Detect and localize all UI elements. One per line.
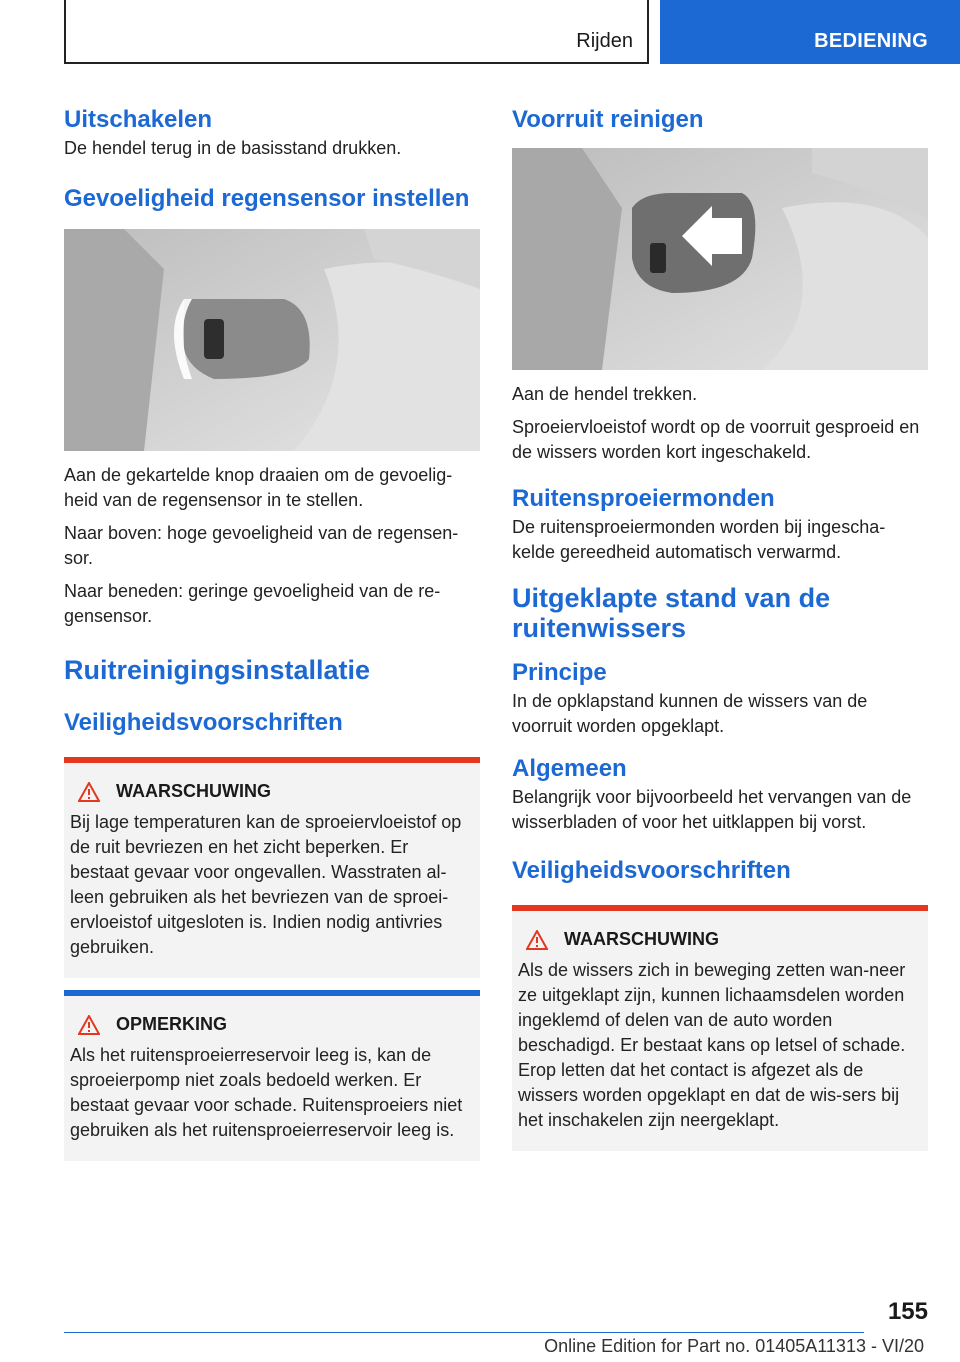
heading-sproeiermonden: Ruitensproeiermonden: [512, 485, 775, 512]
heading-veiligheid-2: Veiligheidsvoorschriften: [512, 857, 791, 884]
paragraph: Aan de hendel trekken.: [512, 384, 698, 404]
section-tab: [64, 0, 649, 64]
heading-uitgeklapt: Uitgeklapte stand van de ruitenwissers: [512, 583, 831, 643]
paragraph: Naar beneden: geringe gevoeligheid van de re-gensensor.: [64, 581, 441, 626]
heading-gevoeligheid: Gevoeligheid regensensor instellen: [64, 185, 470, 212]
warning-triangle-icon: [78, 1015, 100, 1035]
paragraph: Sproeiervloeistof wordt op de voorruit gesproeid en de wissers worden kort ingeschakeld.: [512, 417, 920, 462]
paragraph: De hendel terug in de basisstand drukken.: [64, 138, 402, 158]
note-title-row: [78, 1014, 472, 1035]
heading-veiligheid: Veiligheidsvoorschriften: [64, 709, 343, 736]
warning-title: WAARSCHUWING: [564, 929, 719, 949]
section-label: Rijden: [576, 30, 633, 52]
chapter-label: BEDIENING: [814, 30, 928, 52]
left-column: [64, 100, 480, 1161]
paragraph: Belangrijk voor bijvoorbeeld het vervangen van de wisserbladen of voor het uitklappen bij vorst.: [512, 787, 912, 832]
note-box: [64, 990, 480, 1161]
warning-box: [64, 757, 480, 978]
warning-triangle-icon: [78, 782, 100, 802]
warning-text: Als de wissers zich in beweging zetten wan-neer ze uitgeklapt zijn, kunnen lichaamsdelen worden ingeklemd of delen van de auto worden beschadigd. Er bestaat kans op letsel of schade. Erop letten dat het contact is afgezet als de wissers worden opgeklapt en dat de wis-sers bij het inschakelen zijn neergeklapt.: [518, 960, 906, 1130]
heading-ruitreiniging: Ruitreinigingsinstallatie: [64, 655, 371, 685]
image-wiper-lever: [512, 148, 928, 370]
warning-title-row: [526, 929, 920, 950]
paragraph: De ruitensproeiermonden worden bij ingescha-kelde gereedheid automatisch verwarmd.: [512, 517, 886, 562]
warning-triangle-icon: [526, 930, 548, 950]
warning-title-row: [78, 781, 472, 802]
page-number: 155: [887, 1298, 928, 1325]
heading-voorruit: Voorruit reinigen: [512, 106, 704, 133]
chapter-tab: [660, 0, 960, 64]
note-title: OPMERKING: [116, 1014, 228, 1034]
paragraph: Aan de gekartelde knop draaien om de gevoelig-heid van de regensensor in te stellen.: [64, 465, 453, 510]
heading-algemeen: Algemeen: [512, 755, 627, 782]
illustration-knob: [64, 229, 480, 451]
illustration-lever: [512, 148, 928, 370]
image-rain-sensor-knob: [64, 229, 480, 451]
warning-box: [512, 905, 928, 1151]
heading-principe: Principe: [512, 659, 607, 686]
warning-title: WAARSCHUWING: [116, 781, 271, 801]
paragraph: In de opklapstand kunnen de wissers van de voorruit worden opgeklapt.: [512, 691, 868, 736]
heading-uitschakelen: Uitschakelen: [64, 106, 213, 133]
note-text: Als het ruitensproeierreservoir leeg is, kan de sproeierpomp niet zoals bedoeld werken. Er bestaat gevaar voor schade. Ruitensproeiers niet gebruiken als het ruitensproeierreservoir leeg is.: [70, 1045, 463, 1140]
page-header: [0, 0, 960, 66]
footer-divider: [64, 1332, 864, 1333]
right-column: [512, 100, 928, 1151]
warning-text: Bij lage temperaturen kan de sproeiervloeistof op de ruit bevriezen en het zicht beperken. Er bestaat gevaar voor ongevallen. Wasstraten al-leen gebruiken als het bevriezen van de sproei-ervloeistof uitgesloten is. Indien nodig antivries gebruiken.: [70, 812, 462, 957]
edition-note: Online Edition for Part no. 01405A11313 - VI/20: [544, 1336, 924, 1356]
paragraph: Naar boven: hoge gevoeligheid van de regensen-sor.: [64, 523, 459, 568]
